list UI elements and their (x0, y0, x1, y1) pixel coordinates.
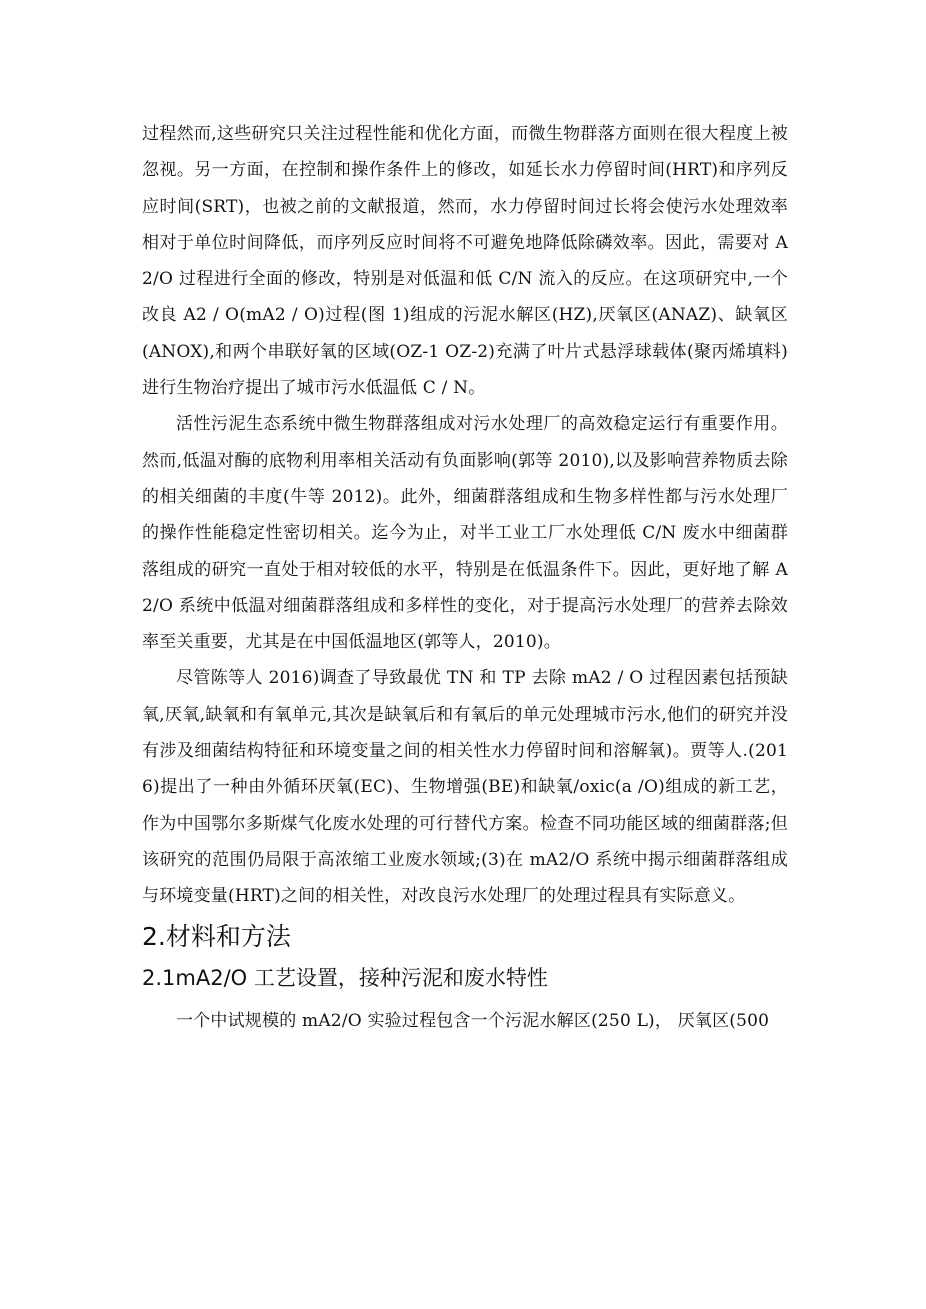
paragraph-continuation: 过程然而,这些研究只关注过程性能和优化方面，而微生物群落方面则在很大程度上被忽视。另一方面，在控制和操作条件上的修改，如延长水力停留时间(HRT)和序列反应时间(SRT)，也被之前的文献报道，然而，水力停留时间过长将会使污水处理效率相对于单位时间降低，而序列反应时间将不可避免地降低除磷效率。因此，需要对 A2/O 过程进行全面的修改，特别是对低温和低 C/N 流入的反应。在这项研究中,一个改良 A2 / O(mA2 / O)过程(图 1)组成的污泥水解区(HZ),厌氧区(ANAZ)、缺氧区(ANOX),和两个串联好氧的区域(OZ-1 OZ-2)充满了叶片式悬浮球载体(聚丙烯填料)进行生物治疗提出了城市污水低温低 C / N。 (142, 124, 788, 399)
paragraph-process-setup: 一个中试规模的 mA2/O 实验过程包含一个污泥水解区(250 L)， 厌氧区(500 (176, 1010, 770, 1031)
paragraph-prior-studies: 尽管陈等人 2016)调查了导致最优 TN 和 TP 去除 mA2 / O 过程因素包括预缺氧,厌氧,缺氧和有氧单元,其次是缺氧后和有氧后的单元处理城市污水,他们的研究并没有涉及细菌结构特征和环境变量之间的相关性水力停留时间和溶解氧)。贾等人.(2016)提出了一种由外循环厌氧(EC)、生物增强(BE)和缺氧/oxic(a /O)组成的新工艺，作为中国鄂尔多斯煤气化废水处理的可行替代方案。检查不同功能区域的细菌群落;但该研究的范围仍局限于高浓缩工业废水领域;(3)在 mA2/O 系统中揭示细菌群落组成与环境变量(HRT)之间的相关性，对改良污水处理厂的处理过程具有实际意义。 (142, 668, 788, 907)
document-body (142, 116, 788, 1039)
section-heading: 2.材料和方法 (142, 921, 291, 951)
subsection-heading: 2.1mA2/O 工艺设置，接种污泥和废水特性 (142, 965, 548, 990)
paragraph-microbial-community: 活性污泥生态系统中微生物群落组成对污水处理厂的高效稳定运行有重要作用。然而,低温对酶的底物利用率相关活动有负面影响(郭等 2010),以及影响营养物质去除的相关细菌的丰度(牛等 2012)。此外，细菌群落组成和生物多样性都与污水处理厂的操作性能稳定性密切相关。迄今为止，对半工业工厂水处理低 C/N 废水中细菌群落组成的研究一直处于相对较低的水平，特别是在低温条件下。因此，更好地了解 A2/O 系统中低温对细菌群落组成和多样性的变化，对于提高污水处理厂的营养去除效率至关重要，尤其是在中国低温地区(郭等人，2010)。 (142, 414, 788, 653)
